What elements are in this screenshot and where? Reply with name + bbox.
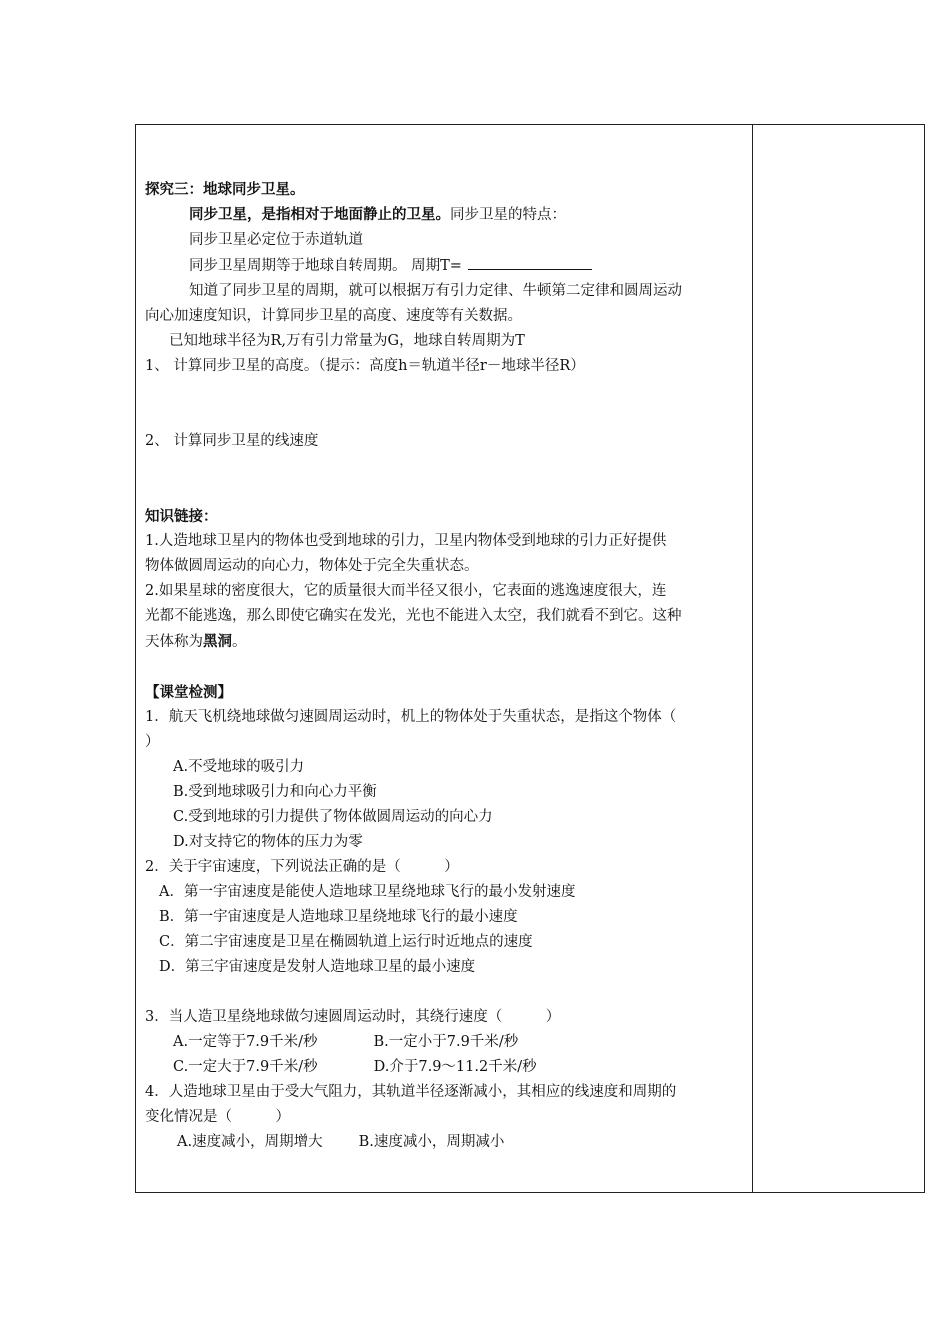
quiz-q1-option-a: A.不受地球的吸引力 [173, 759, 305, 775]
notes-column-divider [752, 124, 753, 1193]
quiz-q4-option-b: B.速度减小，周期减小 [358, 1134, 505, 1150]
knowledge-p1-line1: 1.人造地球卫星内的物体也受到地球的引力，卫星内物体受到地球的引力正好提供 [145, 533, 667, 549]
quiz-q3-stem: 3．当人造卫星绕地球做匀速圆周运动时，其绕行速度（ ） [145, 1009, 561, 1025]
quiz-q4-options-ab [145, 1130, 747, 1155]
knowledge-p2-line1: 2.如果星球的密度很大，它的质量很大而半径又很小，它表面的逃逸速度很大，连 [145, 583, 667, 599]
quiz-q2-option-b: B．第一宇宙速度是人造地球卫星绕地球飞行的最小速度 [159, 909, 518, 925]
knowledge-heading: 知识链接： [145, 508, 218, 525]
section3-heading: 探究三：地球同步卫星。 [145, 181, 305, 198]
intro-line-1: 知道了同步卫星的周期，就可以根据万有引力定律、牛顿第二定律和圆周运动 [189, 283, 682, 299]
main-cell [145, 177, 747, 1155]
quiz-q3-option-b: B.一定小于7.9千米/秒 [373, 1034, 519, 1050]
knowledge-p2-line2: 光都不能逃逸，那么即使它确实在发光，光也不能进入太空，我们就看不到它。这种 [145, 608, 682, 624]
quiz-q1-option-d: D.对支持它的物体的压力为零 [173, 834, 363, 850]
definition-rest: 同步卫星的特点： [450, 207, 566, 223]
feature-1: 同步卫星必定位于赤道轨道 [189, 232, 363, 248]
black-hole-term: 黑洞 [203, 633, 232, 650]
question-1: 1、 计算同步卫星的高度。（提示：高度h＝轨道半径r－地球半径R） [145, 358, 585, 374]
quiz-q2-stem: 2．关于宇宙速度，下列说法正确的是（ ） [145, 859, 459, 875]
quiz-q4-option-a: A.速度减小，周期增大 [177, 1134, 323, 1150]
feature-2: 同步卫星周期等于地球自转周期。 周期T= [145, 253, 747, 279]
question-2: 2、 计算同步卫星的线速度 [145, 433, 319, 449]
quiz-q1-line2: ） [145, 734, 160, 750]
definition-bold: 同步卫星，是指相对于地面静止的卫星。 [189, 206, 450, 223]
quiz-q3-option-a: A.一定等于7.9千米/秒 [173, 1034, 318, 1050]
quiz-heading: 【课堂检测】 [145, 684, 232, 701]
quiz-q1-option-c: C.受到地球的引力提供了物体做圆周运动的向心力 [173, 809, 493, 825]
quiz-q3-options-cd [145, 1055, 747, 1080]
quiz-q3-option-c: C.一定大于7.9千米/秒 [173, 1059, 318, 1075]
intro-line-2: 向心加速度知识，计算同步卫星的高度、速度等有关数据。 [145, 308, 522, 324]
given-line: 已知地球半径为R,万有引力常量为G，地球自转周期为T [169, 333, 525, 349]
quiz-q1-option-b: B.受到地球吸引力和向心力平衡 [173, 784, 377, 800]
period-blank[interactable] [468, 253, 592, 270]
quiz-q3-options-ab [145, 1030, 747, 1055]
quiz-q2-option-c: C．第二宇宙速度是卫星在椭圆轨道上运行时近地点的速度 [159, 934, 533, 950]
quiz-q4-line2: 变化情况是（ ） [145, 1109, 290, 1125]
quiz-q3-option-d: D.介于7.9～11.2千米/秒 [373, 1059, 537, 1075]
answer-space-1[interactable] [145, 379, 747, 429]
answer-space-2[interactable] [145, 454, 747, 504]
knowledge-p1-line2: 物体做圆周运动的向心力，物体处于完全失重状态。 [145, 558, 479, 574]
definition-line [145, 202, 747, 228]
quiz-q4-line1: 4．人造地球卫星由于受大气阻力，其轨道半径逐渐减小，其相应的线速度和周期的 [145, 1084, 677, 1100]
quiz-q2-option-d: D．第三宇宙速度是发射人造地球卫星的最小速度 [159, 959, 476, 975]
quiz-q1-line1: 1．航天飞机绕地球做匀速圆周运动时，机上的物体处于失重状态，是指这个物体（ [145, 709, 677, 725]
quiz-q2-option-a: A．第一宇宙速度是能使人造地球卫星绕地球飞行的最小发射速度 [159, 884, 576, 900]
knowledge-p2-line3: 天体称为黑洞。 [145, 633, 247, 650]
